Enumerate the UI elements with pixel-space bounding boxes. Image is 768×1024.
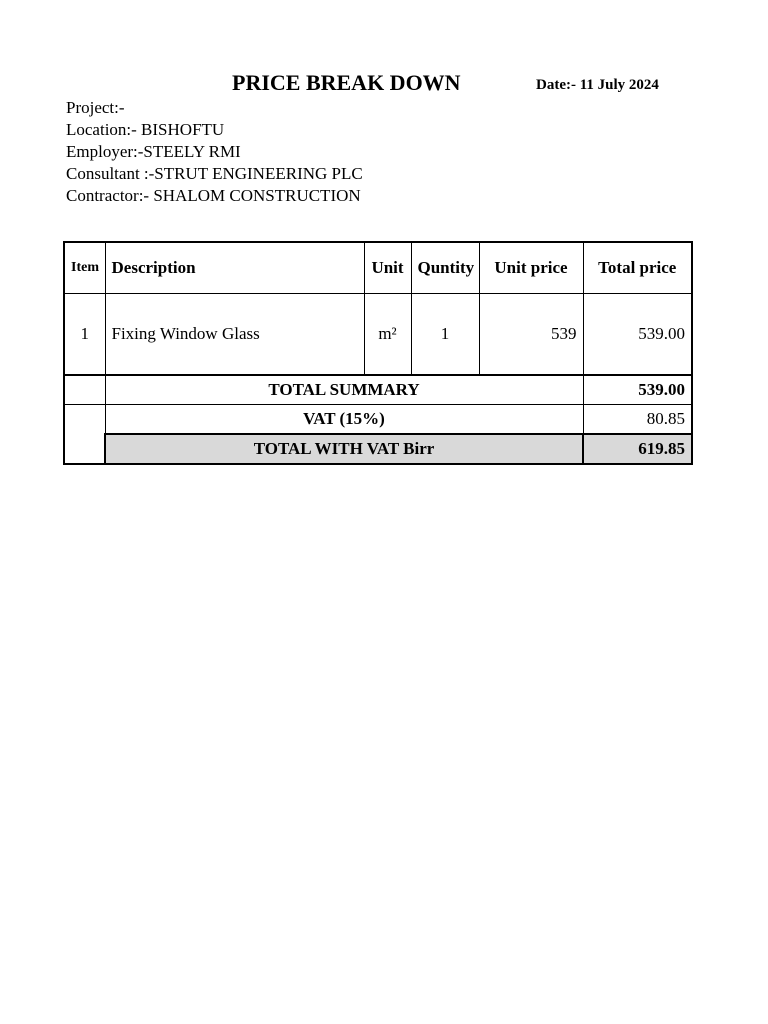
project-line: Project:- — [66, 98, 125, 117]
grand-total-label: TOTAL WITH VAT Birr — [105, 434, 583, 464]
grand-total-row — [64, 434, 692, 464]
col-header-total-price: Total price — [583, 242, 692, 294]
document-date: Date:- 11 July 2024 — [536, 77, 659, 93]
employer-line: Employer:-STEELY RMI — [66, 142, 241, 161]
summary-item-blank — [64, 375, 105, 405]
total-summary-label: TOTAL SUMMARY — [105, 375, 583, 405]
col-header-item: Item — [64, 242, 105, 294]
document-title: PRICE BREAK DOWN — [232, 70, 461, 95]
row-unit: m² — [364, 294, 411, 376]
row-item: 1 — [64, 294, 105, 376]
vat-row — [64, 405, 692, 435]
project-info — [66, 97, 363, 207]
grand-total-value: 619.85 — [583, 434, 692, 464]
vat-value: 80.85 — [583, 405, 692, 435]
col-header-description: Description — [105, 242, 364, 294]
consultant-line: Consultant :-STRUT ENGINEERING PLC — [66, 164, 363, 183]
col-header-unit: Unit — [364, 242, 411, 294]
total-summary-row — [64, 375, 692, 405]
price-breakdown-table — [63, 241, 693, 465]
contractor-line: Contractor:- SHALOM CONSTRUCTION — [66, 186, 361, 205]
location-line: Location:- BISHOFTU — [66, 120, 225, 139]
vat-item-blank — [64, 405, 105, 465]
row-description: Fixing Window Glass — [105, 294, 364, 376]
row-total-price: 539.00 — [583, 294, 692, 376]
row-unit-price: 539 — [479, 294, 583, 376]
vat-label: VAT (15%) — [105, 405, 583, 435]
row-quantity: 1 — [411, 294, 479, 376]
col-header-unit-price: Unit price — [479, 242, 583, 294]
col-header-quantity: Quntity — [411, 242, 479, 294]
table-row — [64, 294, 692, 376]
total-summary-value: 539.00 — [583, 375, 692, 405]
table-header-row — [64, 242, 692, 294]
